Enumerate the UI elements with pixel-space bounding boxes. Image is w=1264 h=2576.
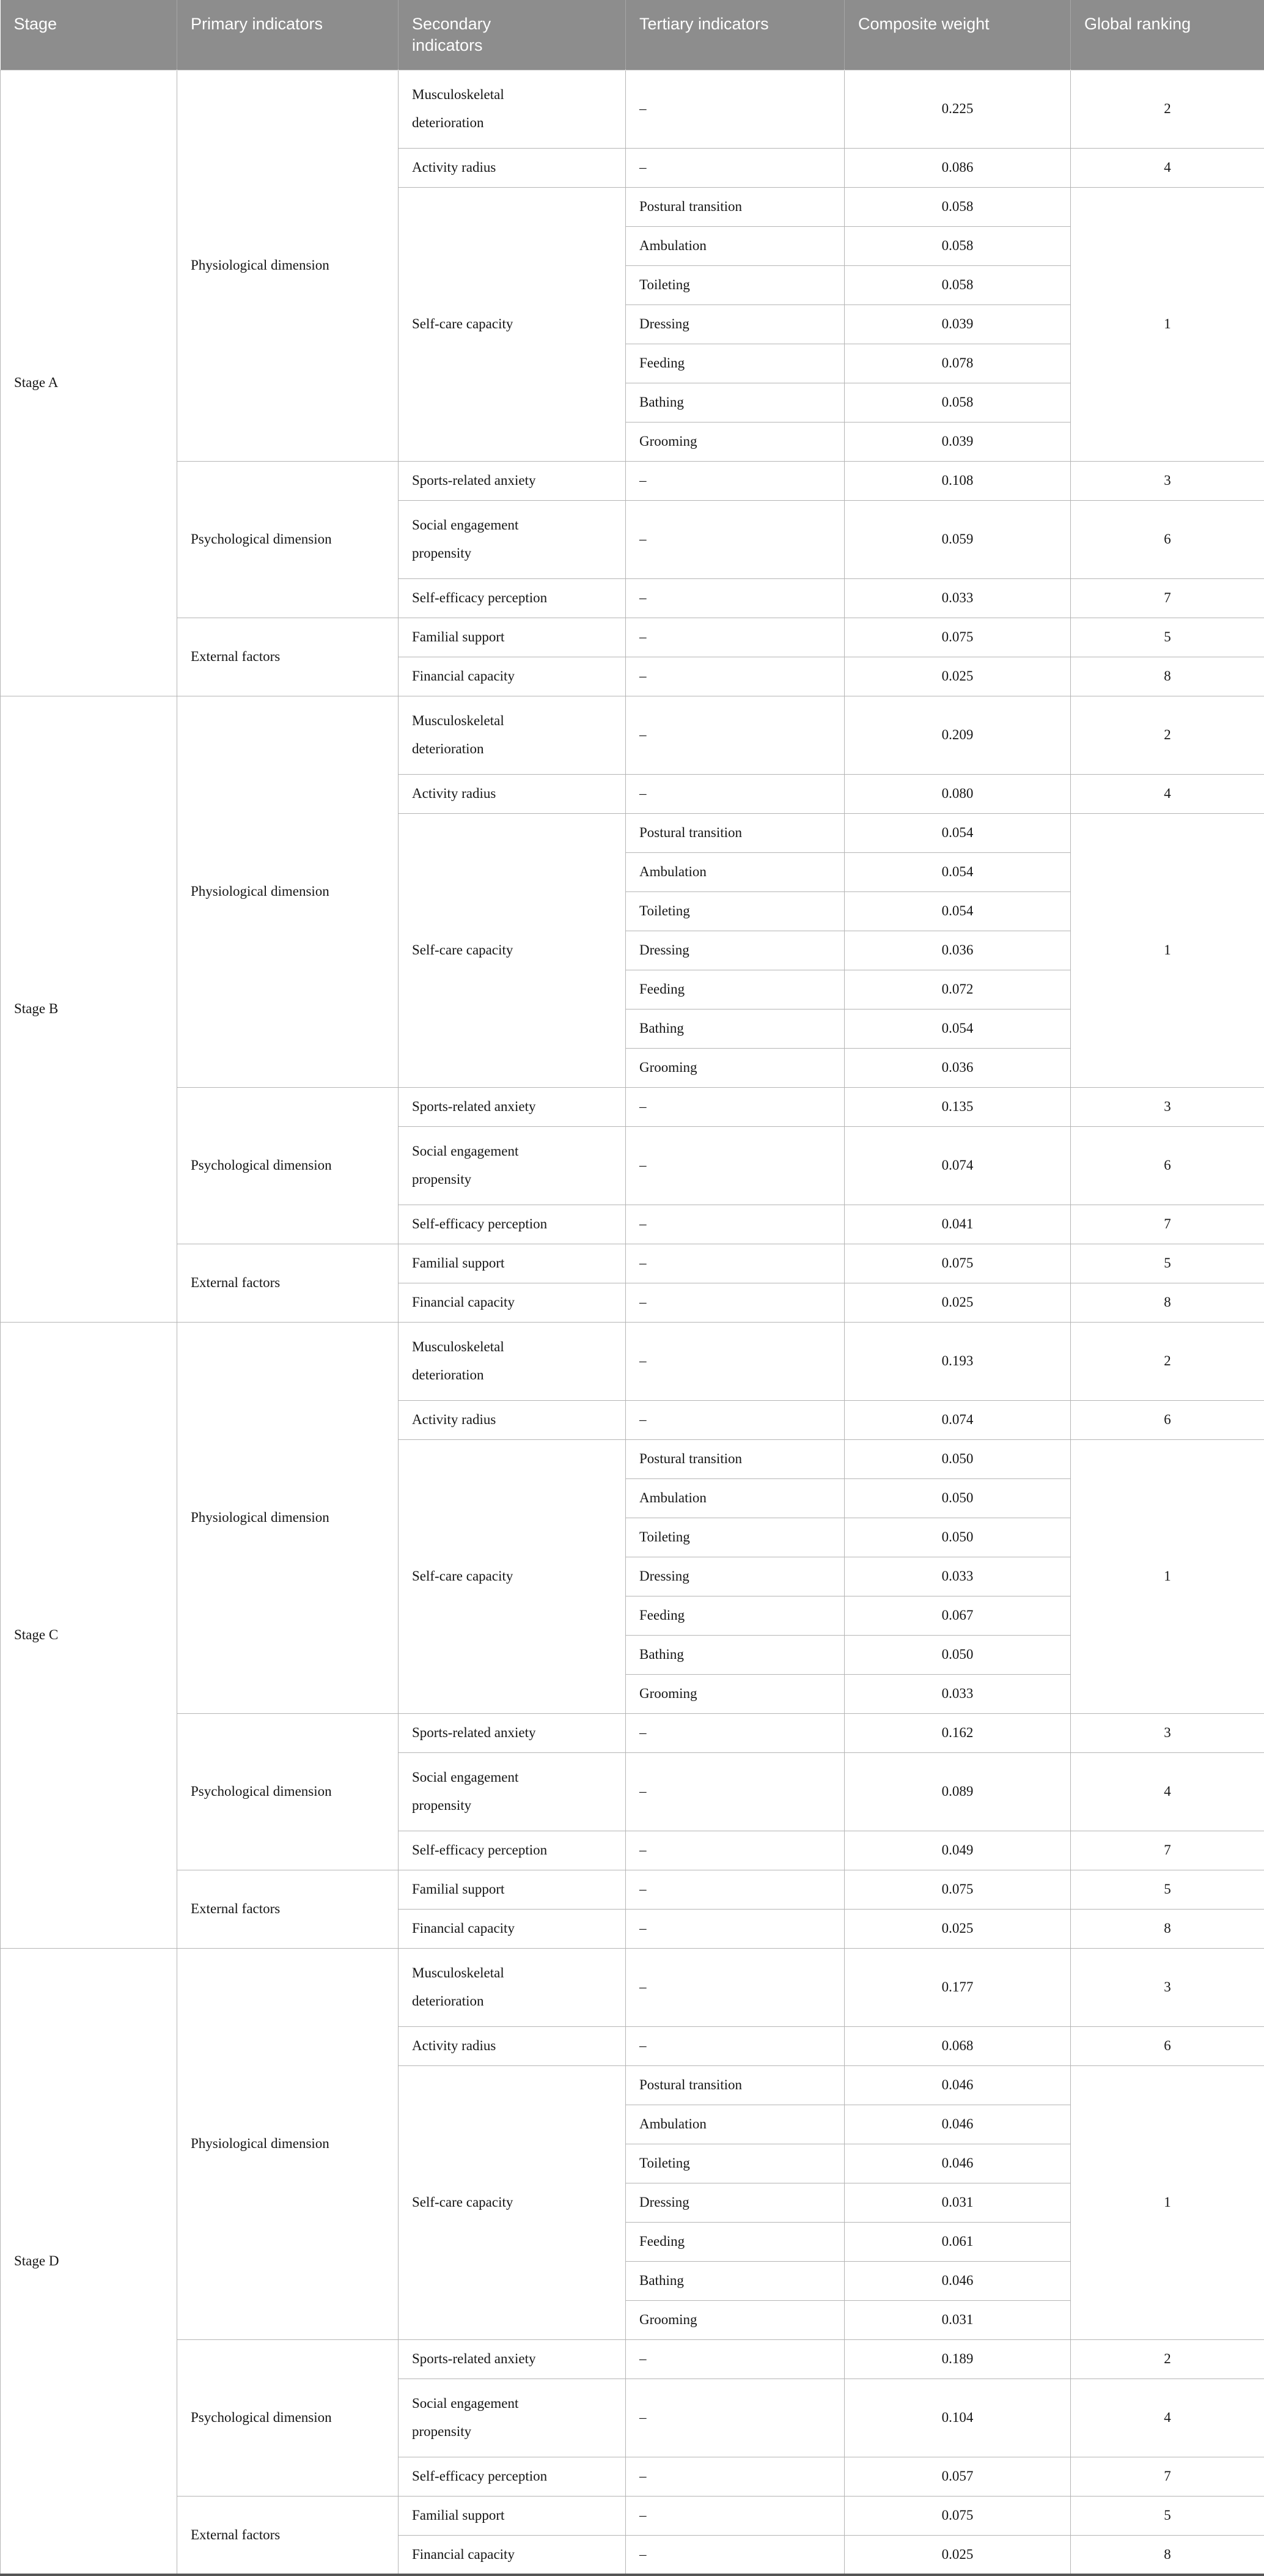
primary-indicator-cell: Physiological dimension bbox=[177, 70, 399, 461]
composite-weight-cell: 0.033 bbox=[845, 1674, 1071, 1713]
tertiary-indicator-cell: Feeding bbox=[626, 2222, 845, 2261]
composite-weight-cell: 0.033 bbox=[845, 578, 1071, 618]
tertiary-indicator-cell: – bbox=[626, 1126, 845, 1205]
global-ranking-cell: 5 bbox=[1071, 1870, 1264, 1909]
stage-cell: Stage C bbox=[1, 1322, 177, 1948]
composite-weight-cell: 0.059 bbox=[845, 500, 1071, 578]
secondary-indicator-cell bbox=[399, 1752, 626, 1831]
global-ranking-cell: 7 bbox=[1071, 1205, 1264, 1244]
composite-weight-cell: 0.078 bbox=[845, 344, 1071, 383]
secondary-indicator-cell bbox=[399, 1283, 626, 1322]
composite-weight-cell: 0.057 bbox=[845, 2457, 1071, 2496]
table-body bbox=[1, 70, 1264, 2575]
tertiary-indicator-cell: Bathing bbox=[626, 2261, 845, 2300]
composite-weight-cell: 0.036 bbox=[845, 931, 1071, 970]
tertiary-indicator-cell: Bathing bbox=[626, 1635, 845, 1674]
composite-weight-cell: 0.050 bbox=[845, 1518, 1071, 1557]
tertiary-indicator-cell: – bbox=[626, 1948, 845, 2026]
table-header bbox=[1, 0, 1264, 70]
composite-weight-cell: 0.050 bbox=[845, 1635, 1071, 1674]
secondary-indicator-label: Sports-related anxiety bbox=[412, 1725, 535, 1740]
composite-weight-cell: 0.068 bbox=[845, 2026, 1071, 2065]
tertiary-indicator-cell: – bbox=[626, 1087, 845, 1126]
secondary-indicator-cell bbox=[399, 1244, 626, 1283]
secondary-indicator-cell bbox=[399, 1948, 626, 2026]
global-ranking-cell: 4 bbox=[1071, 2379, 1264, 2457]
composite-weight-cell: 0.075 bbox=[845, 1244, 1071, 1283]
composite-weight-cell: 0.067 bbox=[845, 1596, 1071, 1635]
tertiary-indicator-cell: Feeding bbox=[626, 1596, 845, 1635]
tertiary-indicator-cell: – bbox=[626, 2339, 845, 2379]
table-row bbox=[1, 1870, 1264, 1909]
composite-weight-cell: 0.025 bbox=[845, 657, 1071, 696]
primary-indicator-cell: Psychological dimension bbox=[177, 2339, 399, 2496]
tertiary-indicator-cell: Feeding bbox=[626, 344, 845, 383]
secondary-indicator-label: Self-care capacity bbox=[412, 942, 513, 958]
tertiary-indicator-cell: Toileting bbox=[626, 265, 845, 304]
column-header-label: Global ranking bbox=[1084, 13, 1191, 35]
tertiary-indicator-cell: Grooming bbox=[626, 2300, 845, 2339]
secondary-indicator-cell bbox=[399, 774, 626, 813]
column-header-label: Secondary indicators bbox=[412, 13, 519, 56]
tertiary-indicator-cell: – bbox=[626, 148, 845, 187]
global-ranking-cell: 6 bbox=[1071, 2026, 1264, 2065]
global-ranking-cell: 2 bbox=[1071, 2339, 1264, 2379]
composite-weight-cell: 0.036 bbox=[845, 1048, 1071, 1087]
composite-weight-cell: 0.072 bbox=[845, 970, 1071, 1009]
primary-indicator-cell: Psychological dimension bbox=[177, 1713, 399, 1870]
secondary-indicator-cell bbox=[399, 2496, 626, 2535]
column-header-tertiary-indicators bbox=[626, 0, 845, 70]
secondary-indicator-cell bbox=[399, 1087, 626, 1126]
secondary-indicator-cell bbox=[399, 2379, 626, 2457]
global-ranking-cell: 1 bbox=[1071, 813, 1264, 1087]
column-header-secondary-indicators bbox=[399, 0, 626, 70]
composite-weight-cell: 0.193 bbox=[845, 1322, 1071, 1400]
global-ranking-cell: 1 bbox=[1071, 187, 1264, 461]
primary-indicator-cell: External factors bbox=[177, 1244, 399, 1322]
composite-weight-cell: 0.046 bbox=[845, 2065, 1071, 2105]
primary-indicator-cell: External factors bbox=[177, 1870, 399, 1948]
table-row bbox=[1, 1322, 1264, 1400]
composite-weight-cell: 0.041 bbox=[845, 1205, 1071, 1244]
table-row bbox=[1, 1948, 1264, 2026]
tertiary-indicator-cell: – bbox=[626, 70, 845, 148]
composite-weight-cell: 0.074 bbox=[845, 1400, 1071, 1439]
tertiary-indicator-cell: – bbox=[626, 2457, 845, 2496]
secondary-indicator-cell bbox=[399, 1400, 626, 1439]
stage-cell: Stage B bbox=[1, 696, 177, 1322]
tertiary-indicator-cell: Dressing bbox=[626, 2183, 845, 2222]
tertiary-indicator-cell: – bbox=[626, 578, 845, 618]
tertiary-indicator-cell: Grooming bbox=[626, 422, 845, 461]
global-ranking-cell: 1 bbox=[1071, 2065, 1264, 2339]
global-ranking-cell: 3 bbox=[1071, 1948, 1264, 2026]
tertiary-indicator-cell: – bbox=[626, 1831, 845, 1870]
composite-weight-cell: 0.025 bbox=[845, 1909, 1071, 1948]
composite-weight-cell: 0.054 bbox=[845, 891, 1071, 931]
tertiary-indicator-cell: Bathing bbox=[626, 1009, 845, 1048]
tertiary-indicator-cell: Postural transition bbox=[626, 1439, 845, 1478]
tertiary-indicator-cell: Postural transition bbox=[626, 813, 845, 852]
global-ranking-cell: 8 bbox=[1071, 657, 1264, 696]
tertiary-indicator-cell: – bbox=[626, 461, 845, 500]
global-ranking-cell: 1 bbox=[1071, 1439, 1264, 1713]
secondary-indicator-label: Social engagement propensity bbox=[412, 2390, 562, 2446]
secondary-indicator-cell bbox=[399, 2535, 626, 2575]
global-ranking-cell: 6 bbox=[1071, 1400, 1264, 1439]
composite-weight-cell: 0.046 bbox=[845, 2144, 1071, 2183]
table-row bbox=[1, 1087, 1264, 1126]
secondary-indicator-label: Financial capacity bbox=[412, 1294, 515, 1310]
composite-weight-cell: 0.046 bbox=[845, 2261, 1071, 2300]
tertiary-indicator-cell: – bbox=[626, 657, 845, 696]
composite-weight-cell: 0.031 bbox=[845, 2300, 1071, 2339]
tertiary-indicator-cell: Postural transition bbox=[626, 187, 845, 226]
composite-weight-cell: 0.075 bbox=[845, 2496, 1071, 2535]
composite-weight-cell: 0.075 bbox=[845, 1870, 1071, 1909]
global-ranking-cell: 5 bbox=[1071, 2496, 1264, 2535]
global-ranking-cell: 6 bbox=[1071, 500, 1264, 578]
composite-weight-cell: 0.050 bbox=[845, 1478, 1071, 1518]
secondary-indicator-cell bbox=[399, 1909, 626, 1948]
tertiary-indicator-cell: – bbox=[626, 1870, 845, 1909]
tertiary-indicator-cell: Toileting bbox=[626, 1518, 845, 1557]
global-ranking-cell: 8 bbox=[1071, 2535, 1264, 2575]
primary-indicator-cell: Physiological dimension bbox=[177, 696, 399, 1087]
tertiary-indicator-cell: – bbox=[626, 774, 845, 813]
composite-weight-cell: 0.135 bbox=[845, 1087, 1071, 1126]
tertiary-indicator-cell: Ambulation bbox=[626, 226, 845, 265]
primary-indicator-cell: Physiological dimension bbox=[177, 1322, 399, 1713]
secondary-indicator-label: Financial capacity bbox=[412, 2547, 515, 2562]
tertiary-indicator-cell: Toileting bbox=[626, 2144, 845, 2183]
column-header-label: Composite weight bbox=[858, 13, 990, 35]
secondary-indicator-cell bbox=[399, 618, 626, 657]
composite-weight-cell: 0.033 bbox=[845, 1557, 1071, 1596]
secondary-indicator-label: Activity radius bbox=[412, 1412, 496, 1427]
tertiary-indicator-cell: – bbox=[626, 1400, 845, 1439]
composite-weight-cell: 0.039 bbox=[845, 422, 1071, 461]
secondary-indicator-label: Familial support bbox=[412, 1881, 504, 1897]
tertiary-indicator-cell: – bbox=[626, 696, 845, 774]
secondary-indicator-cell bbox=[399, 696, 626, 774]
tertiary-indicator-cell: – bbox=[626, 1713, 845, 1752]
secondary-indicator-cell bbox=[399, 1831, 626, 1870]
secondary-indicator-label: Familial support bbox=[412, 2508, 504, 2523]
secondary-indicator-label: Self-efficacy perception bbox=[412, 1216, 547, 1231]
composite-weight-cell: 0.074 bbox=[845, 1126, 1071, 1205]
composite-weight-cell: 0.054 bbox=[845, 852, 1071, 891]
tertiary-indicator-cell: – bbox=[626, 1752, 845, 1831]
secondary-indicator-label: Self-efficacy perception bbox=[412, 1842, 547, 1858]
secondary-indicator-label: Social engagement propensity bbox=[412, 511, 562, 567]
secondary-indicator-label: Financial capacity bbox=[412, 668, 515, 684]
global-ranking-cell: 3 bbox=[1071, 1713, 1264, 1752]
composite-weight-cell: 0.046 bbox=[845, 2105, 1071, 2144]
secondary-indicator-cell bbox=[399, 2026, 626, 2065]
table-row bbox=[1, 461, 1264, 500]
header-row bbox=[1, 0, 1264, 70]
secondary-indicator-label: Sports-related anxiety bbox=[412, 1099, 535, 1114]
column-header-label: Tertiary indicators bbox=[639, 13, 769, 35]
composite-weight-cell: 0.086 bbox=[845, 148, 1071, 187]
composite-weight-cell: 0.209 bbox=[845, 696, 1071, 774]
tertiary-indicator-cell: Ambulation bbox=[626, 1478, 845, 1518]
composite-weight-cell: 0.031 bbox=[845, 2183, 1071, 2222]
column-header-composite-weight bbox=[845, 0, 1071, 70]
secondary-indicator-cell bbox=[399, 461, 626, 500]
secondary-indicator-cell bbox=[399, 1205, 626, 1244]
secondary-indicator-label: Musculoskeletal deterioration bbox=[412, 707, 562, 763]
column-header-label: Stage bbox=[14, 13, 57, 35]
tertiary-indicator-cell: – bbox=[626, 2379, 845, 2457]
secondary-indicator-label: Sports-related anxiety bbox=[412, 2351, 535, 2366]
global-ranking-cell: 2 bbox=[1071, 70, 1264, 148]
tertiary-indicator-cell: Postural transition bbox=[626, 2065, 845, 2105]
secondary-indicator-label: Self-efficacy perception bbox=[412, 2468, 547, 2484]
composite-weight-cell: 0.089 bbox=[845, 1752, 1071, 1831]
composite-weight-cell: 0.061 bbox=[845, 2222, 1071, 2261]
composite-weight-cell: 0.058 bbox=[845, 265, 1071, 304]
global-ranking-cell: 3 bbox=[1071, 1087, 1264, 1126]
tertiary-indicator-cell: – bbox=[626, 1909, 845, 1948]
secondary-indicator-label: Musculoskeletal deterioration bbox=[412, 1959, 562, 2015]
secondary-indicator-label: Familial support bbox=[412, 629, 504, 644]
table-row bbox=[1, 1244, 1264, 1283]
global-ranking-cell: 4 bbox=[1071, 774, 1264, 813]
global-ranking-cell: 2 bbox=[1071, 1322, 1264, 1400]
tertiary-indicator-cell: – bbox=[626, 2026, 845, 2065]
composite-weight-cell: 0.162 bbox=[845, 1713, 1071, 1752]
composite-weight-cell: 0.058 bbox=[845, 187, 1071, 226]
secondary-indicator-cell bbox=[399, 1713, 626, 1752]
tertiary-indicator-cell: – bbox=[626, 1244, 845, 1283]
tertiary-indicator-cell: – bbox=[626, 618, 845, 657]
secondary-indicator-cell bbox=[399, 2457, 626, 2496]
secondary-indicator-label: Self-care capacity bbox=[412, 1568, 513, 1584]
composite-weight-cell: 0.025 bbox=[845, 1283, 1071, 1322]
composite-weight-cell: 0.177 bbox=[845, 1948, 1071, 2026]
composite-weight-cell: 0.225 bbox=[845, 70, 1071, 148]
secondary-indicator-label: Self-efficacy perception bbox=[412, 590, 547, 605]
tertiary-indicator-cell: Feeding bbox=[626, 970, 845, 1009]
secondary-indicator-cell bbox=[399, 1870, 626, 1909]
composite-weight-cell: 0.050 bbox=[845, 1439, 1071, 1478]
tertiary-indicator-cell: Ambulation bbox=[626, 2105, 845, 2144]
global-ranking-cell: 8 bbox=[1071, 1909, 1264, 1948]
secondary-indicator-label: Activity radius bbox=[412, 2038, 496, 2053]
stage-cell: Stage A bbox=[1, 70, 177, 696]
secondary-indicator-label: Social engagement propensity bbox=[412, 1763, 562, 1820]
secondary-indicator-cell bbox=[399, 1439, 626, 1713]
stage-cell: Stage D bbox=[1, 1948, 177, 2575]
tertiary-indicator-cell: – bbox=[626, 500, 845, 578]
global-ranking-cell: 8 bbox=[1071, 1283, 1264, 1322]
primary-indicator-cell: External factors bbox=[177, 618, 399, 696]
secondary-indicator-label: Familial support bbox=[412, 1255, 504, 1271]
column-header-primary-indicators bbox=[177, 0, 399, 70]
secondary-indicator-label: Activity radius bbox=[412, 786, 496, 801]
secondary-indicator-label: Financial capacity bbox=[412, 1921, 515, 1936]
tertiary-indicator-cell: – bbox=[626, 2535, 845, 2575]
composite-weight-cell: 0.049 bbox=[845, 1831, 1071, 1870]
tertiary-indicator-cell: Grooming bbox=[626, 1048, 845, 1087]
secondary-indicator-label: Self-care capacity bbox=[412, 2194, 513, 2210]
tertiary-indicator-cell: – bbox=[626, 1283, 845, 1322]
table-row bbox=[1, 2339, 1264, 2379]
secondary-indicator-label: Self-care capacity bbox=[412, 316, 513, 331]
secondary-indicator-label: Sports-related anxiety bbox=[412, 473, 535, 488]
tertiary-indicator-cell: – bbox=[626, 1322, 845, 1400]
composite-weight-cell: 0.075 bbox=[845, 618, 1071, 657]
column-header-global-ranking bbox=[1071, 0, 1264, 70]
composite-weight-cell: 0.189 bbox=[845, 2339, 1071, 2379]
table-row bbox=[1, 2496, 1264, 2535]
secondary-indicator-label: Activity radius bbox=[412, 160, 496, 175]
global-ranking-cell: 2 bbox=[1071, 696, 1264, 774]
tertiary-indicator-cell: – bbox=[626, 1205, 845, 1244]
tertiary-indicator-cell: – bbox=[626, 2496, 845, 2535]
tertiary-indicator-cell: Bathing bbox=[626, 383, 845, 422]
secondary-indicator-cell bbox=[399, 2339, 626, 2379]
global-ranking-cell: 7 bbox=[1071, 578, 1264, 618]
table-row bbox=[1, 618, 1264, 657]
secondary-indicator-label: Musculoskeletal deterioration bbox=[412, 81, 562, 137]
tertiary-indicator-cell: Dressing bbox=[626, 1557, 845, 1596]
column-header-stage bbox=[1, 0, 177, 70]
global-ranking-cell: 7 bbox=[1071, 2457, 1264, 2496]
composite-weight-cell: 0.080 bbox=[845, 774, 1071, 813]
table-row bbox=[1, 696, 1264, 774]
secondary-indicator-cell bbox=[399, 657, 626, 696]
composite-weight-cell: 0.054 bbox=[845, 813, 1071, 852]
global-ranking-cell: 5 bbox=[1071, 618, 1264, 657]
secondary-indicator-cell bbox=[399, 813, 626, 1087]
composite-weight-cell: 0.108 bbox=[845, 461, 1071, 500]
composite-weight-cell: 0.058 bbox=[845, 383, 1071, 422]
column-header-label: Primary indicators bbox=[191, 13, 323, 35]
tertiary-indicator-cell: Dressing bbox=[626, 931, 845, 970]
global-ranking-cell: 4 bbox=[1071, 1752, 1264, 1831]
secondary-indicator-cell bbox=[399, 1126, 626, 1205]
primary-indicator-cell: Psychological dimension bbox=[177, 1087, 399, 1244]
secondary-indicator-cell bbox=[399, 500, 626, 578]
composite-weight-cell: 0.039 bbox=[845, 304, 1071, 344]
secondary-indicator-label: Social engagement propensity bbox=[412, 1137, 562, 1194]
table-row bbox=[1, 70, 1264, 148]
global-ranking-cell: 6 bbox=[1071, 1126, 1264, 1205]
tertiary-indicator-cell: Grooming bbox=[626, 1674, 845, 1713]
secondary-indicator-cell bbox=[399, 148, 626, 187]
global-ranking-cell: 7 bbox=[1071, 1831, 1264, 1870]
composite-weight-cell: 0.054 bbox=[845, 1009, 1071, 1048]
composite-weight-cell: 0.025 bbox=[845, 2535, 1071, 2575]
primary-indicator-cell: Physiological dimension bbox=[177, 1948, 399, 2339]
primary-indicator-cell: External factors bbox=[177, 2496, 399, 2575]
global-ranking-cell: 5 bbox=[1071, 1244, 1264, 1283]
secondary-indicator-cell bbox=[399, 1322, 626, 1400]
tertiary-indicator-cell: Ambulation bbox=[626, 852, 845, 891]
composite-weight-cell: 0.104 bbox=[845, 2379, 1071, 2457]
secondary-indicator-cell bbox=[399, 70, 626, 148]
global-ranking-cell: 4 bbox=[1071, 148, 1264, 187]
tertiary-indicator-cell: Dressing bbox=[626, 304, 845, 344]
secondary-indicator-cell bbox=[399, 187, 626, 461]
primary-indicator-cell: Psychological dimension bbox=[177, 461, 399, 618]
global-ranking-cell: 3 bbox=[1071, 461, 1264, 500]
secondary-indicator-label: Musculoskeletal deterioration bbox=[412, 1333, 562, 1389]
tertiary-indicator-cell: Toileting bbox=[626, 891, 845, 931]
table-row bbox=[1, 1713, 1264, 1752]
composite-weight-cell: 0.058 bbox=[845, 226, 1071, 265]
secondary-indicator-cell bbox=[399, 2065, 626, 2339]
secondary-indicator-cell bbox=[399, 578, 626, 618]
